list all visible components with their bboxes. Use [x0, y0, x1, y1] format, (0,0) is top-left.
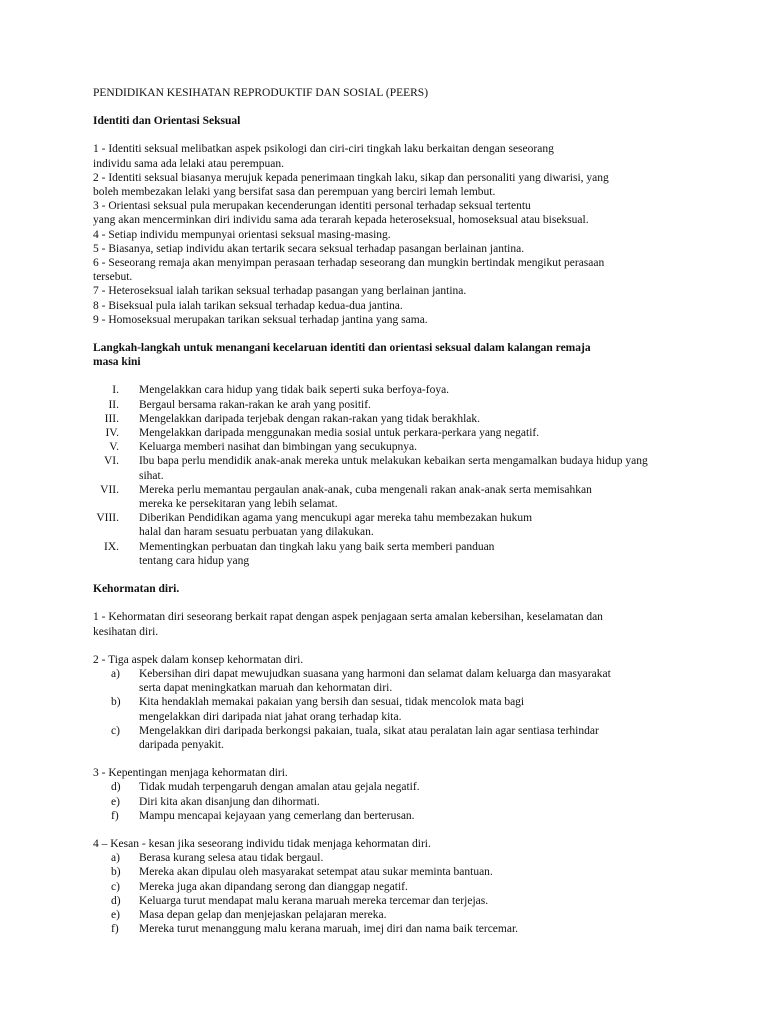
document-title: PENDIDIKAN KESIHATAN REPRODUKTIF DAN SOSIAL (PEERS) [93, 87, 429, 99]
text-line: 5 - Biasanya, setiap individu akan tertarik secara seksual terhadap pasangan berlainan jantina. [93, 242, 525, 255]
list-item [93, 483, 723, 511]
list-number: III. [104, 412, 119, 425]
list-text-continued: daripada penyakit. [139, 738, 224, 751]
list-item [93, 398, 723, 412]
text-line: individu sama ada lelaki atau perempuan. [93, 157, 284, 170]
heading-line: masa kini [93, 356, 141, 369]
list-text: Mereka turut menanggung malu kerana maruah, imej diri dan nama baik tercemar. [139, 923, 519, 936]
list-item [93, 809, 723, 823]
list-item [93, 880, 723, 894]
text-line: yang akan mencerminkan diri individu sama ada terarah kepada heteroseksual, homoseksual atau biseksual. [93, 214, 589, 227]
list-text-continued: mengelakkan diri daripada niat jahat orang terhadap kita. [139, 710, 402, 723]
document-body [93, 86, 723, 950]
list-item [93, 865, 723, 879]
list-item [93, 724, 723, 752]
text-line: 9 - Homoseksual merupakan tarikan seksual terhadap jantina yang sama. [93, 313, 428, 326]
list-number: II. [108, 398, 119, 411]
list-item [93, 695, 723, 723]
list-text: Diri kita akan disanjung dan dihormati. [139, 795, 320, 808]
text-line: 6 - Seseorang remaja akan menyimpan perasaan terhadap seseorang dan mungkin bertindak mengikut perasaan [93, 257, 605, 270]
list-number: VII. [100, 483, 119, 496]
list-number: f) [111, 923, 119, 936]
list-text-continued: sihat. [139, 469, 164, 482]
list-number: VIII. [96, 512, 119, 525]
list-text: Keluarga turut mendapat malu kerana maruah mereka tercemar dan terjejas. [139, 894, 489, 907]
list-item [93, 922, 723, 936]
list-number: e) [111, 795, 120, 808]
list-item [93, 851, 723, 865]
list-text: Berasa kurang selesa atau tidak bergaul. [139, 852, 324, 865]
list-text: Mampu mencapai kejayaan yang cemerlang dan berterusan. [139, 809, 415, 822]
section-heading-identiti: Identiti dan Orientasi Seksual [93, 115, 241, 128]
paragraph-intro: 2 - Tiga aspek dalam konsep kehormatan diri. [93, 653, 304, 666]
list-number: d) [111, 894, 121, 907]
list-text: Mementingkan perbuatan dan tingkah laku yang baik serta memberi panduan [139, 540, 495, 553]
kehormatan-paragraph-2 [93, 653, 723, 752]
list-number: c) [111, 880, 120, 893]
text-line: 1 - Kehormatan diri seseorang berkait rapat dengan aspek penjagaan serta amalan kebersihan, keselamatan dan [93, 611, 603, 624]
section-heading-langkah [93, 341, 723, 369]
list-number: c) [111, 724, 120, 737]
list-item [93, 454, 723, 482]
list-text: Mereka juga akan dipandang serong dan dianggap negatif. [139, 880, 408, 893]
list-text: Mereka akan dipulau oleh masyarakat setempat atau sukar meminta bantuan. [139, 866, 493, 879]
list-item [93, 894, 723, 908]
list-text: Kita hendaklah memakai pakaian yang bersih dan sesuai, tidak mencolok mata bagi [139, 696, 525, 709]
list-number: V. [109, 441, 119, 454]
list-text-continued: tentang cara hidup yang [139, 554, 250, 567]
list-item [93, 440, 723, 454]
paragraph-intro: 3 - Kepentingan menjaga kehormatan diri. [93, 767, 288, 780]
kehormatan-paragraph-3 [93, 766, 723, 823]
list-item [93, 383, 723, 397]
list-text: Mengelakkan daripada menggunakan media sosial untuk perkara-perkara yang negatif. [139, 427, 540, 440]
text-line: kesihatan diri. [93, 625, 159, 638]
list-text: Masa depan gelap dan menjejaskan pelajaran mereka. [139, 908, 387, 921]
list-number: IV. [105, 427, 119, 440]
langkah-list [93, 383, 723, 568]
text-line: 1 - Identiti seksual melibatkan aspek psikologi dan ciri-ciri tingkah laku berkaitan dengan seseorang [93, 143, 554, 156]
list-number: f) [111, 809, 119, 822]
list-number: d) [111, 781, 121, 794]
list-text-continued: mereka ke persekitaran yang lebih selamat. [139, 498, 338, 511]
text-line: 4 - Setiap individu mempunyai orientasi seksual masing-masing. [93, 228, 391, 241]
list-text: Keluarga memberi nasihat dan bimbingan yang secukupnya. [139, 441, 417, 454]
list-item [93, 412, 723, 426]
list-text: Mengelakkan cara hidup yang tidak baik seperti suka berfoya-foya. [139, 384, 450, 397]
identiti-paragraph [93, 142, 723, 327]
list-item [93, 511, 723, 539]
text-line: 7 - Heteroseksual ialah tarikan seksual terhadap pasangan yang berlainan jantina. [93, 285, 467, 298]
list-number: e) [111, 908, 120, 921]
list-number: b) [111, 696, 121, 709]
heading-line: Langkah-langkah untuk menangani kecelaruan identiti dan orientasi seksual dalam kalangan remaja [93, 342, 591, 355]
list-text: Mereka perlu memantau pergaulan anak-anak, cuba mengenali rakan anak-anak serta memisahkan [139, 483, 592, 496]
list-item [93, 426, 723, 440]
kehormatan-paragraph-1 [93, 610, 723, 638]
list-number: a) [111, 667, 120, 680]
text-line: tersebut. [93, 271, 133, 284]
text-line: 3 - Orientasi seksual pula merupakan kecenderungan identiti personal terhadap seksual tertentu [93, 200, 531, 213]
list-item [93, 540, 723, 568]
list-text-continued: halal dan haram sesuatu perbuatan yang dilakukan. [139, 526, 374, 539]
list-number: b) [111, 866, 121, 879]
list-text: Ibu bapa perlu mendidik anak-anak mereka untuk melakukan kebaikan serta mengamalkan budaya hidup yang [139, 455, 648, 468]
list-item [93, 795, 723, 809]
list-text: Kebersihan diri dapat mewujudkan suasana yang harmoni dan selamat dalam keluarga dan masyarakat [139, 667, 611, 680]
list-number: VI. [103, 455, 119, 468]
paragraph-intro: 4 – Kesan - kesan jika seseorang individu tidak menjaga kehormatan diri. [93, 837, 431, 850]
section-heading-kehormatan: Kehormatan diri. [93, 583, 180, 596]
list-text: Diberikan Pendidikan agama yang mencukupi agar mereka tahu membezakan hukum [139, 512, 533, 525]
list-text-continued: serta dapat meningkatkan maruah dan kehormatan diri. [139, 682, 393, 695]
list-text: Bergaul bersama rakan-rakan ke arah yang positif. [139, 398, 371, 411]
list-number: I. [112, 384, 119, 397]
list-number: IX. [103, 540, 119, 553]
text-line: 8 - Biseksual pula ialah tarikan seksual terhadap kedua-dua jantina. [93, 299, 403, 312]
list-number: a) [111, 852, 120, 865]
text-line: 2 - Identiti seksual biasanya merujuk kepada penerimaan tingkah laku, sikap dan personaliti yang diwarisi, yang [93, 171, 609, 184]
aspek-list [93, 667, 723, 752]
list-item [93, 908, 723, 922]
kehormatan-paragraph-4 [93, 837, 723, 936]
list-text: Mengelakkan daripada terjebak dengan rakan-rakan yang tidak berakhlak. [139, 412, 481, 425]
list-item [93, 667, 723, 695]
list-text: Mengelakkan diri daripada berkongsi pakaian, tuala, sikat atau peralatan lain agar sentiasa terhindar [139, 724, 599, 737]
kepentingan-list [93, 780, 723, 823]
text-line: boleh membezakan lelaki yang bersifat sasa dan perempuan yang berciri lemah lembut. [93, 186, 496, 199]
list-text: Tidak mudah terpengaruh dengan amalan atau gejala negatif. [139, 781, 420, 794]
kesan-list [93, 851, 723, 936]
list-item [93, 780, 723, 794]
